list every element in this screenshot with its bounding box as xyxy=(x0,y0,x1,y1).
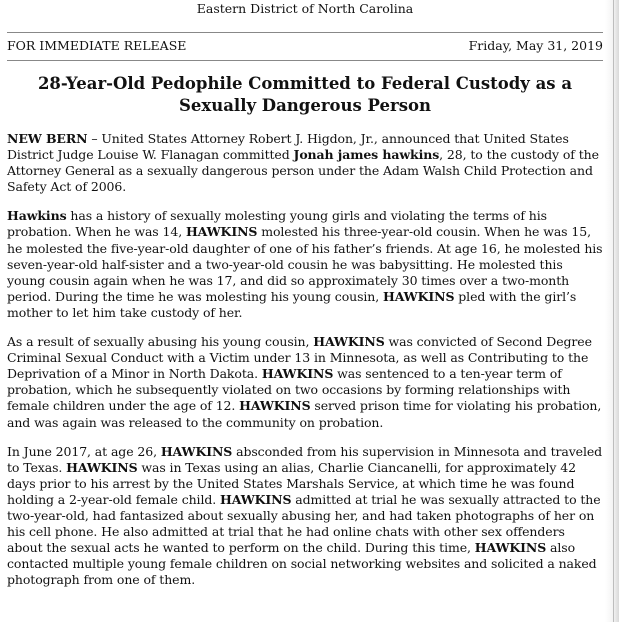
paragraph-1 xyxy=(7,131,603,195)
text-run: As a result of sexually abusing his young cousin, xyxy=(7,334,314,350)
paragraph-4 xyxy=(7,444,603,589)
bold-text-run: HAWKINS xyxy=(220,491,292,507)
bold-text-run: HAWKINS xyxy=(474,540,547,556)
header-divider-top xyxy=(7,32,603,33)
release-row xyxy=(7,38,603,54)
text-run: admitted at trial he was sexually attracted to the two-year-old, had fantasized about sexually abusing her, and had taken photographs of her on his cell phone. He also admitted at trial that he had online chats with other sex offenders about the sexual acts he wanted to perform on the child. During this time, xyxy=(7,491,601,556)
text-run: absconded from his supervision in Minnesota and traveled to Texas. xyxy=(7,443,603,475)
bold-text-run: Hawkins xyxy=(7,208,67,224)
text-run: – United States Attorney Robert J. Higdon, Jr., announced that United States District Judge Louise W. Flanagan committed xyxy=(7,131,569,163)
text-run: also contacted multiple young female children on social networking websites and solicited a naked photograph from one of them. xyxy=(7,540,597,588)
release-date: Friday, May 31, 2019 xyxy=(468,38,603,53)
text-run: served prison time for violating his probation, and was again was released to the community on probation. xyxy=(7,398,602,430)
text-run: was sentenced to a ten-year term of probation, which he subsequently violated on two occasions by forming relationships with female children under the age of 12. xyxy=(7,366,571,414)
bold-text-run: HAWKINS xyxy=(313,334,385,350)
paragraph-2 xyxy=(7,208,603,321)
bold-text-run: HAWKINS xyxy=(383,288,455,304)
header-divider-bottom xyxy=(7,60,603,61)
release-label: FOR IMMEDIATE RELEASE xyxy=(7,38,187,53)
window-edge-shadow xyxy=(605,0,619,622)
bold-text-run: NEW BERN xyxy=(7,131,88,146)
bold-text-run: HAWKINS xyxy=(66,459,138,475)
bold-text-run: HAWKINS xyxy=(185,224,258,240)
bold-text-run: HAWKINS xyxy=(239,398,311,414)
press-release-page xyxy=(7,0,603,588)
text-run: has a history of sexually molesting young girls and violating the terms of his probation. When he was 14, xyxy=(7,208,547,240)
district-name: Eastern District of North Carolina xyxy=(196,1,414,16)
bold-text-run: Jonah james hawkins xyxy=(293,147,440,163)
text-run: molested his three-year-old cousin. When he was 15, he molested the five-year-old daughter of one of his father’s friends. At age 16, he molested his seven-year-old half-sister and a two-year-old cousin he was babysitting. He molested this young cousin again when he was 17, and did so approximately 30 times over a two-month period. During the time he was molesting his young cousin, xyxy=(7,224,603,304)
bold-text-run: HAWKINS xyxy=(261,366,334,382)
headline: 28-Year-Old Pedophile Committed to Federal Custody as a Sexually Dangerous Person xyxy=(37,74,573,115)
text-run: was convicted of Second Degree Criminal Sexual Conduct with a Victim under 13 in Minnesota, as well as Contributing to the Deprivation of a Minor in North Dakota. xyxy=(7,334,592,382)
text-run: In June 2017, at age 26, xyxy=(7,443,161,459)
text-run: was in Texas using an alias, Charlie Ciancanelli, for approximately 42 days prior to his arrest by the United States Marshals Service, at which time he was found holding a 2-year-old female child. xyxy=(7,459,576,507)
paragraph-3 xyxy=(7,334,603,431)
bold-text-run: HAWKINS xyxy=(160,443,233,459)
text-run: pled with the girl’s mother to let him take custody of her. xyxy=(7,288,577,320)
text-run: , 28, to the custody of the Attorney General as a sexually dangerous person under the Adam Walsh Child Protection and Safety Act of 2006. xyxy=(7,147,599,195)
